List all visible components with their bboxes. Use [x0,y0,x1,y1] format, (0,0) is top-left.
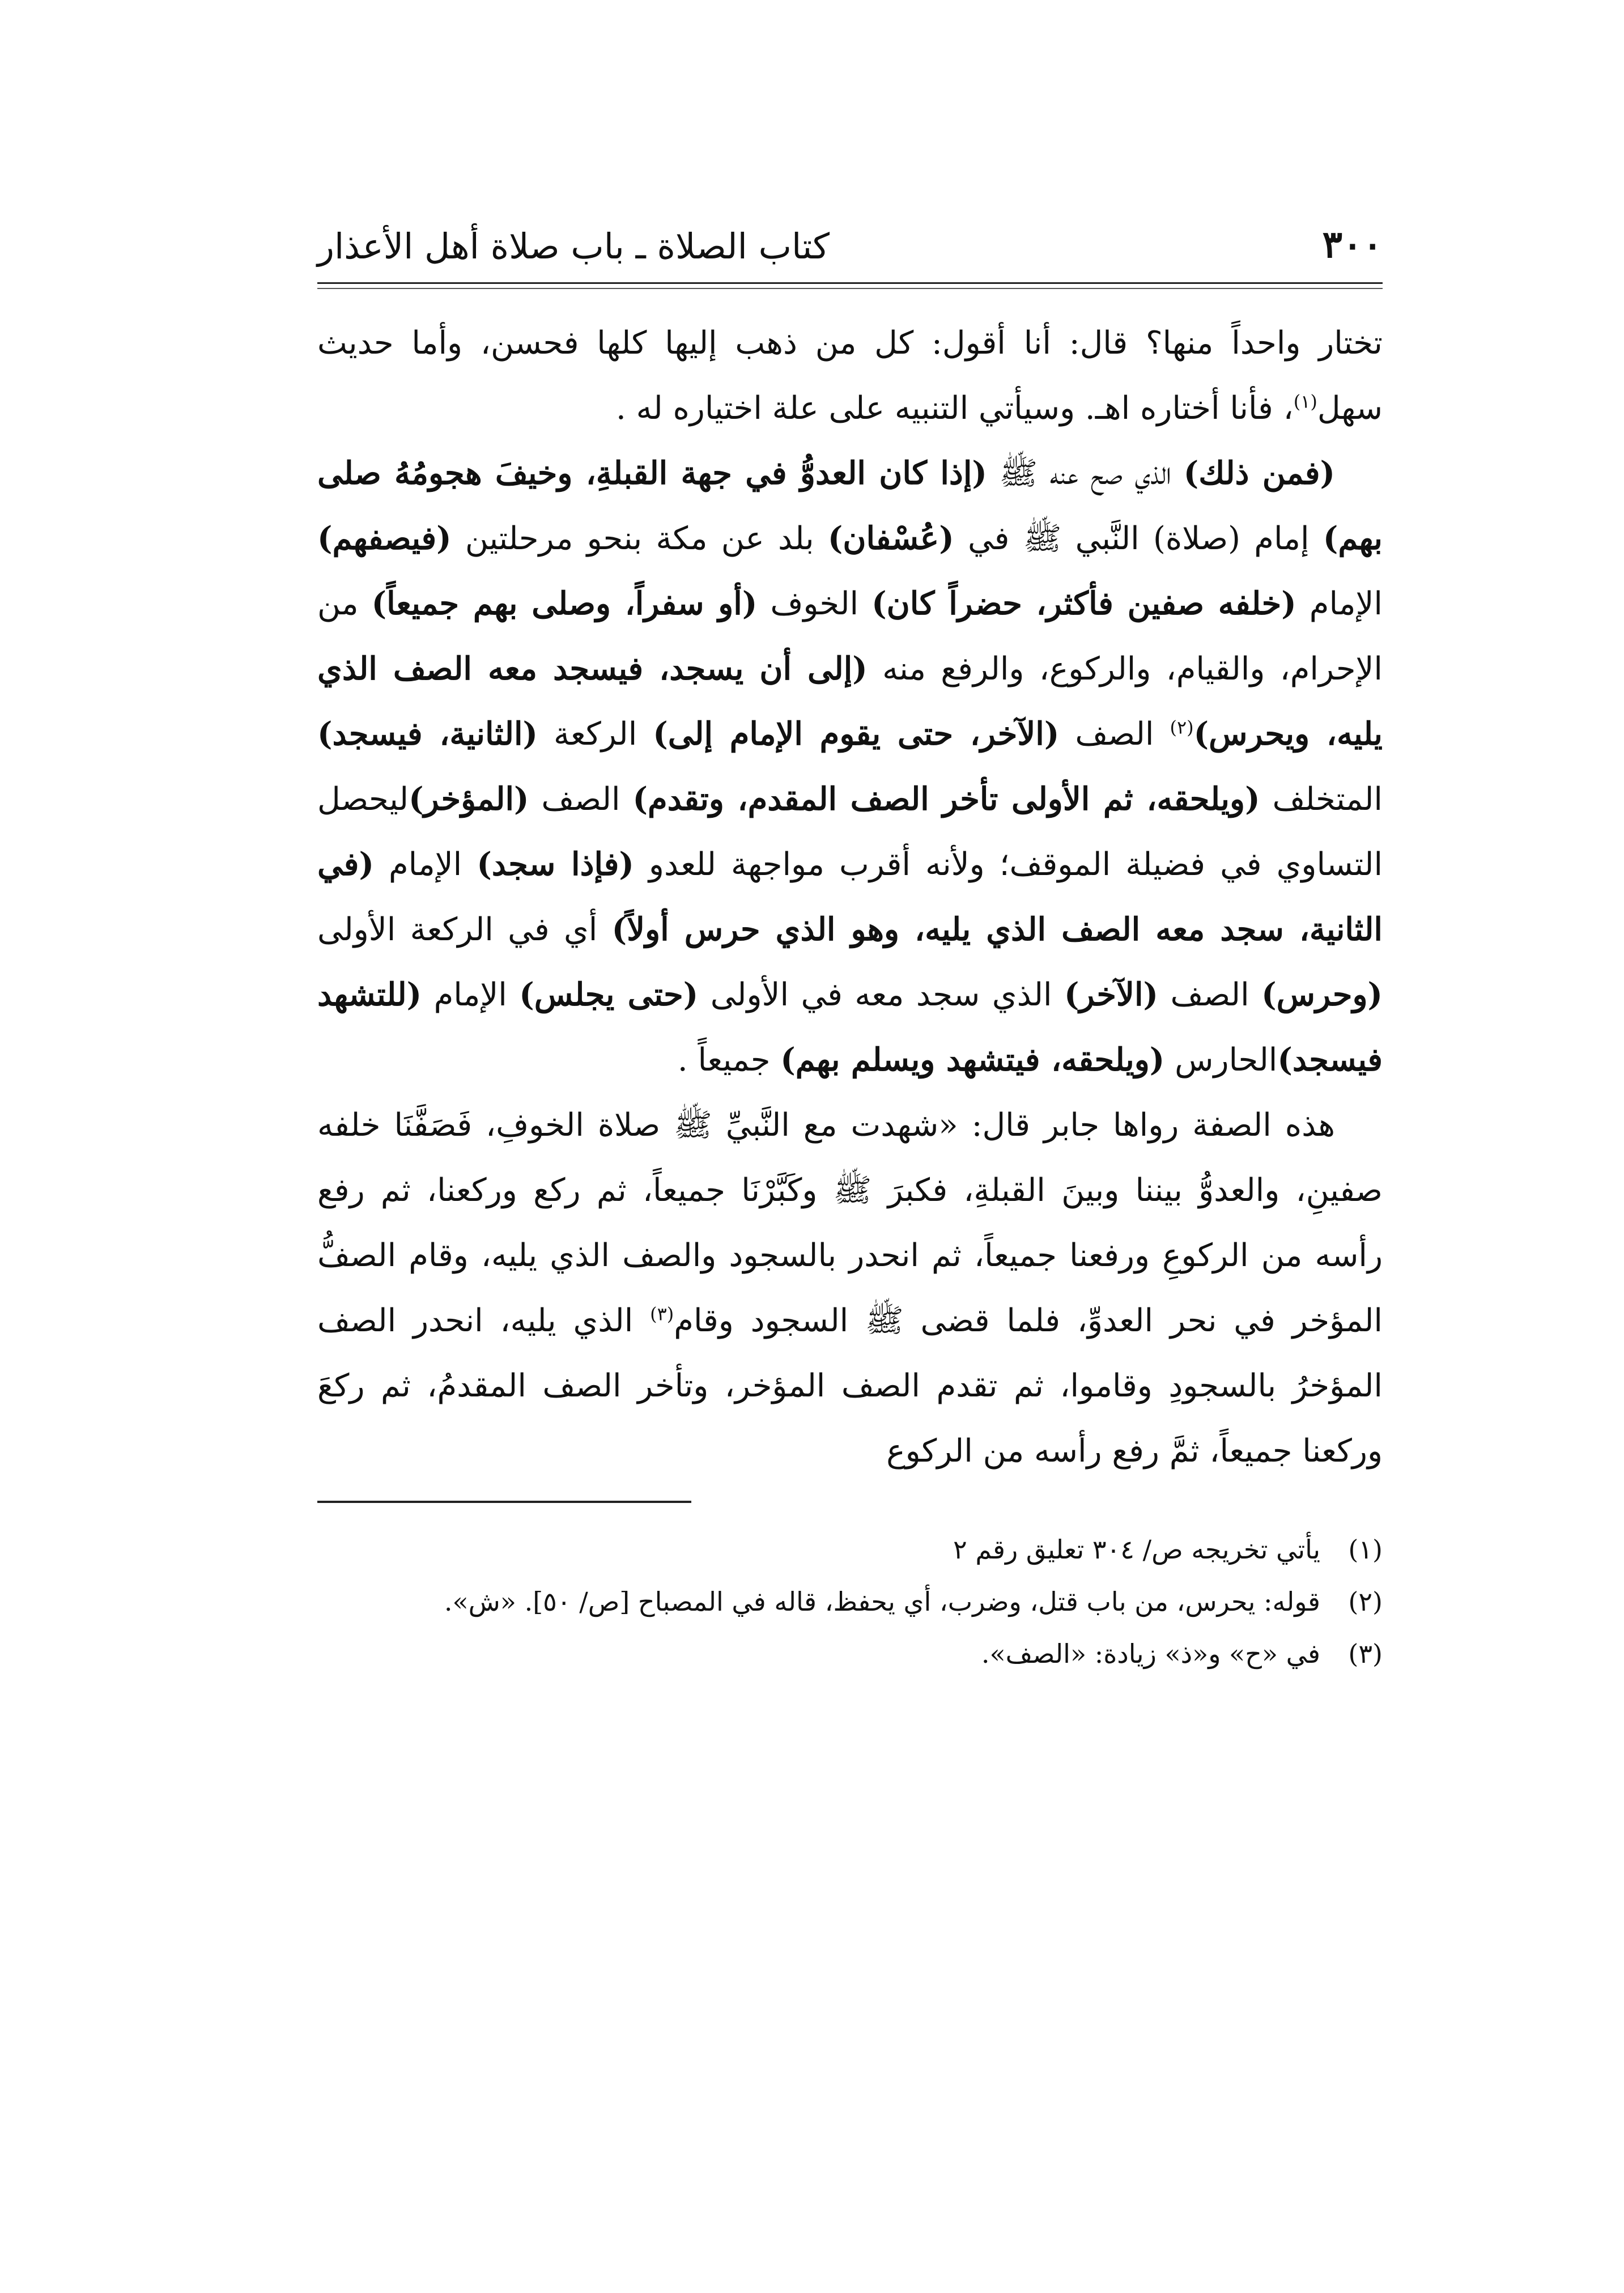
matn-text: (فيصفهم) [317,520,452,557]
matn-text: (حتى يجلس) [519,976,699,1013]
text-span: هذه الصفة رواها جابر قال: «شهدت مع النَّبيِّ ﷺ صلاة الخوفِ، فَصَفَّنَا خلفه صفينِ، والعدوُّ بيننا وبينَ القبلةِ، فكبرَ ﷺ وكَبَّرْنَا جميعاً، ثم ركع وركعنا، ثم رفع رأسه من الركوعِ ورفعنا جميعاً، ثم انحدر بالسجود والصف الذي يليه، وقام الصفُّ المؤخر في نحر العدوِّ، فلما قضى ﷺ السجود وقام [317,1107,1383,1339]
matn-text: (الآخر، حتى يقوم الإمام إلى) [653,715,1060,753]
body-text [317,311,1383,1484]
text-span: الذي يليه، انحدر الصف المؤخرُ بالسجودِ وقاموا، ثم تقدم الصف المؤخر، وتأخر الصف المقدمُ، ثم ركعَ وركعنا جميعاً، ثمَّ رفع رأسه من الركوع [317,1302,1383,1470]
matn-text: (المؤخر) [409,780,529,818]
page-header [317,215,1383,300]
text-span: ، فأنا أختاره اهـ. وسيأتي التنبيه على علة اختياره له . [615,390,1294,427]
footnote-ref-1: (١) [1293,390,1317,413]
matn-text: (إلى أن يسجد، فيسجد معه الصف الذي يليه، ويحرس) [317,650,1383,753]
paragraph-1 [317,311,1383,441]
sharh-text: الإمام [422,976,520,1013]
header-rule [317,282,1383,289]
footnote-ref-3: (٣) [650,1303,674,1325]
matn-text: (في الثانية، سجد معه الصف الذي يليه، وهو الذي حرس أولاً) [317,846,1383,948]
footnote-number: (٣) [1348,1638,1383,1669]
footnote-number: (١) [1348,1534,1383,1565]
sharh-text: الحارس [1164,1042,1278,1078]
matn-text: (الثانية، فيسجد) [317,715,538,753]
matn-text: (الآخر) [1064,976,1159,1013]
sharh-text: الركعة [538,716,653,753]
sharh-text: الإمام [1296,585,1383,622]
matn-text: (ويلحقه، فيتشهد ويسلم بهم) [780,1041,1165,1078]
page-number: ٣٠٠ [1322,222,1383,266]
sharh-text: الذي سجد معه في الأولى [698,976,1065,1013]
sharh-text: الصف [1158,976,1262,1013]
footnote-number: (٢) [1348,1586,1383,1617]
footnote-2 [317,1576,1383,1628]
paragraph-3 [317,1093,1383,1484]
sharh-text: الخوف [757,585,872,622]
footnote-3 [317,1628,1383,1680]
sharh-text: جميعاً . [677,1042,781,1078]
paragraph-2 [317,441,1383,1093]
footnote-text: يأتي تخريجه ص/ ٣٠٤ تعليق رقم ٢ [953,1534,1320,1565]
sharh-text: من الإحرام، والقيام، والركوع، والرفع منه [317,585,1383,687]
matn-text: (عُسْفان) [827,520,954,557]
footnote-text: في «ح» و«ذ» زيادة: «الصف». [981,1638,1320,1669]
book-page [317,215,1383,2131]
sharh-text: الصف [529,781,633,818]
matn-text: (فمن ذلك) [1183,455,1335,492]
sharh-text: إمام (صلاة) النَّبي ﷺ في [954,520,1323,557]
text-span: تختار واحداً منها؟ قال: أنا أقول: كل من ذهب إليها كلها فحسن، وأما حديث سهل [317,325,1383,427]
footnote-text: قوله: يحرس، من باب قتل، وضرب، أي يحفظ، قاله في المصباح [ص/ ٥٠]. «ش». [444,1586,1320,1617]
sharh-text: الصف [1059,716,1170,753]
sharh-text: أي في الركعة الأولى [317,911,612,948]
sharh-text: الذي صح عنه ﷺ [987,455,1184,492]
matn-text: (إذا كان العدوُّ في جهة القبلةِ، وخيفَ هجومُهُ صلى بهم) [317,455,1383,557]
matn-text: (أو سفراً، وصلى بهم جميعاً) [371,585,758,622]
matn-text: (للتشهد فيسجد) [317,976,1383,1078]
sharh-text: بلد عن مكة بنحو مرحلتين [451,520,828,557]
footnotes [317,1523,1383,1680]
sharh-text: الإمام [373,846,477,883]
sharh-text: المتخلف [1260,781,1383,818]
matn-text: (ويلحقه، ثم الأولى تأخر الصف المقدم، وتقدم) [632,780,1260,818]
footnote-separator [317,1501,691,1503]
running-title: كتاب الصلاة ـ باب صلاة أهل الأعذار [317,226,830,267]
footnote-ref-2: (٢) [1170,716,1194,738]
sharh-text: ليحصل التساوي في فضيلة الموقف؛ ولأنه أقرب مواجهة للعدو [317,781,1383,883]
footnote-1 [317,1523,1383,1576]
matn-text: (خلفه صفين فأكثر، حضراً كان) [871,585,1296,622]
matn-text: (فإذا سجد) [477,846,634,883]
matn-text: (وحرس) [1261,976,1383,1013]
